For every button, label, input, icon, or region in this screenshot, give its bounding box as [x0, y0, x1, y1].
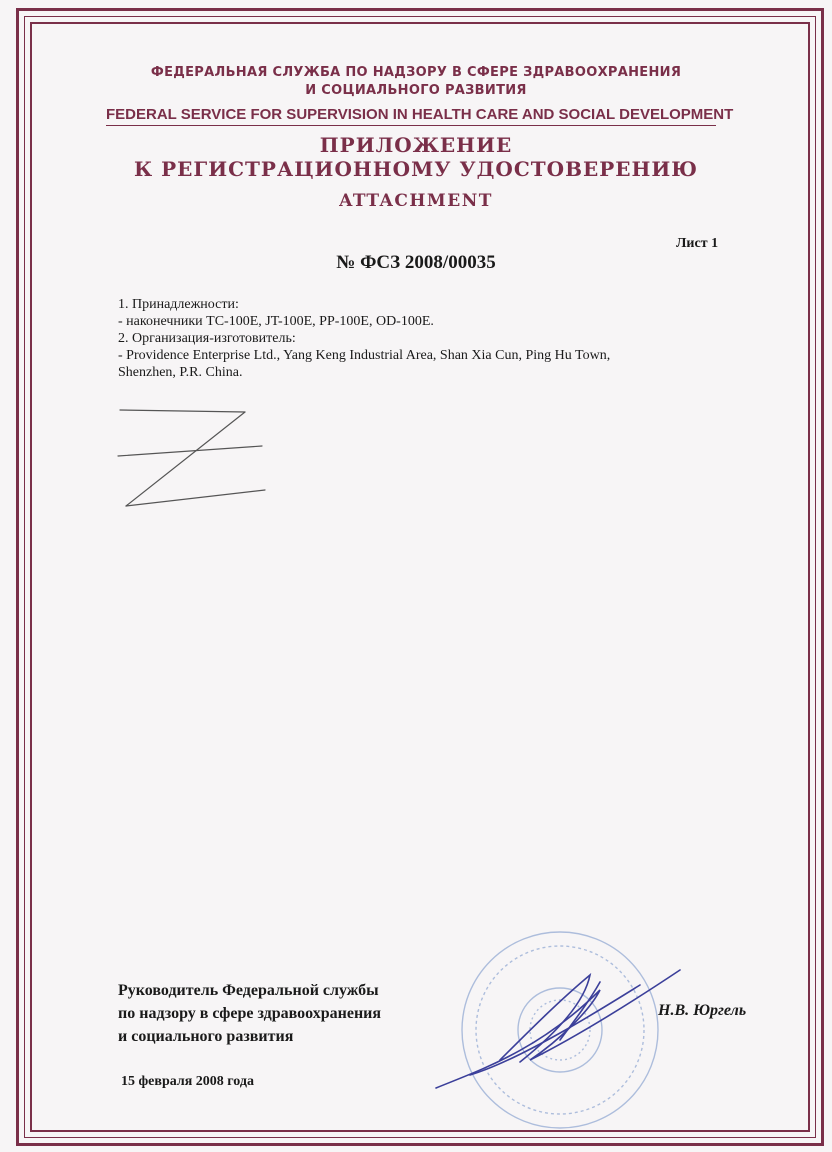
signatory-position-line1: Руководитель Федеральной службы	[118, 982, 379, 999]
item1-heading: 1. Принадлежности:	[118, 297, 239, 312]
item1-text: - наконечники TC-100E, JT-100E, PP-100E, OD-100E.	[118, 314, 434, 329]
signatory-name: Н.В. Юргель	[658, 1002, 747, 1019]
agency-name-ru-line2: И СОЦИАЛЬНОГО РАЗВИТИЯ	[305, 83, 527, 98]
issue-date: 15 февраля 2008 года	[121, 1074, 254, 1089]
sheet-number: Лист 1	[676, 236, 719, 251]
agency-name-en: FEDERAL SERVICE FOR SUPERVISION IN HEALTH CARE AND SOCIAL DEVELOPMENT	[106, 106, 716, 126]
signatory-position-line2: по надзору в сфере здравоохранения	[118, 1005, 382, 1022]
title-attachment-ru: ПРИЛОЖЕНИЕ	[319, 133, 513, 157]
title-registration-certificate-ru: К РЕГИСТРАЦИОННОМУ УДОСТОВЕРЕНИЮ	[133, 157, 699, 181]
z-strike-mark	[118, 410, 265, 506]
registration-number: № ФСЗ 2008/00035	[336, 252, 496, 273]
signatory-position-line3: и социального развития	[118, 1028, 294, 1045]
item2-text-line2: Shenzhen, P.R. China.	[118, 365, 243, 380]
official-stamp	[462, 932, 658, 1128]
agency-name-ru-line1: ФЕДЕРАЛЬНАЯ СЛУЖБА ПО НАДЗОРУ В СФЕРЕ ЗДРАВООХРАНЕНИЯ	[150, 65, 682, 80]
item2-text-line1: - Providence Enterprise Ltd., Yang Keng Industrial Area, Shan Xia Cun, Ping Hu Town,	[118, 348, 611, 363]
item2-heading: 2. Организация-изготовитель:	[118, 331, 296, 346]
title-attachment-en: ATTACHMENT	[339, 191, 493, 211]
